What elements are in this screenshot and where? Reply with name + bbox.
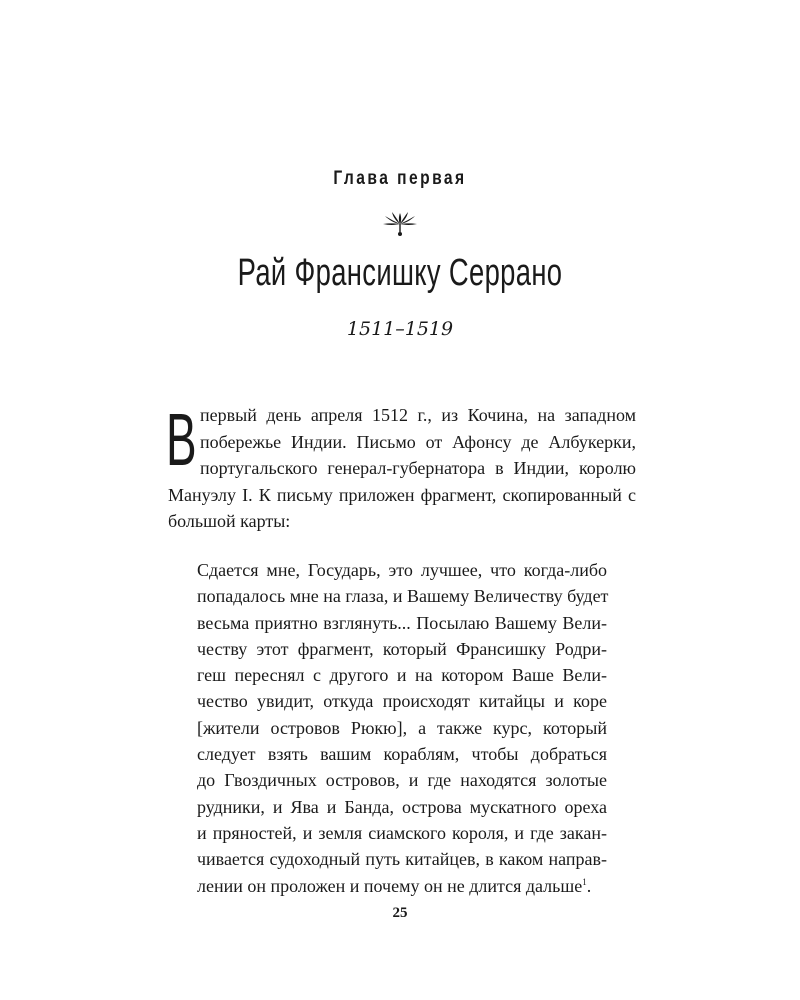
- quote-line: честву этот фрагмент, который Франсишку Родри-: [197, 638, 607, 659]
- quote-line: геш переснял с другого и на котором Ваше Вели-: [197, 665, 607, 686]
- intro-text: первый день апреля 1512 г., из Кочина, на западном побережье Индии. Письмо от Афонсу де Албукерки, португальского генерал-губернатора в Индии, королю Мануэлу I. К письму приложен фрагмент, скопированный с большой карты:: [168, 405, 636, 531]
- quote-line: до Гвоздичных островов, и где находятся золотые: [197, 770, 607, 791]
- quote-line: рудники, и Ява и Банда, острова мускатного ореха: [197, 796, 607, 817]
- quote-line-last: лении он проложен и почему он не длится дальше$^1$.: [197, 875, 592, 896]
- quote-line: Сдается мне, Государь, это лучшее, что когда-либо: [197, 560, 607, 580]
- footnote-reference[interactable]: 1: [582, 876, 587, 887]
- block-quote: [197, 557, 607, 899]
- quote-line: [жители островов Рюкю], а также курс, который: [197, 717, 607, 738]
- chapter-dates: 1511–1519: [346, 318, 454, 340]
- quote-line: чивается судоходный путь китайцев, в каком направ-: [197, 849, 607, 870]
- page-number: 25: [392, 905, 408, 921]
- quote-line: попадалось мне на глаза, и Вашему Величеству будет: [197, 586, 609, 607]
- quote-line: чество увидит, откуда происходят китайцы и коре: [197, 691, 607, 712]
- chapter-label: Глава первая: [333, 168, 467, 189]
- floral-fleuron-icon: [382, 210, 418, 238]
- drop-cap: В: [166, 398, 197, 481]
- quote-line: следует взять вашим кораблям, чтобы добраться: [197, 744, 607, 765]
- quote-line: и пряностей, и земля сиамского короля, и где закан-: [197, 822, 607, 843]
- chapter-title: Рай Франсишку Серрано: [237, 252, 563, 294]
- intro-paragraph: [166, 398, 636, 535]
- quote-line-text: лении он проложен и почему он не длится дальше: [197, 875, 583, 896]
- quote-line: весьма приятно взглянуть... Посылаю Вашему Вели-: [197, 612, 607, 633]
